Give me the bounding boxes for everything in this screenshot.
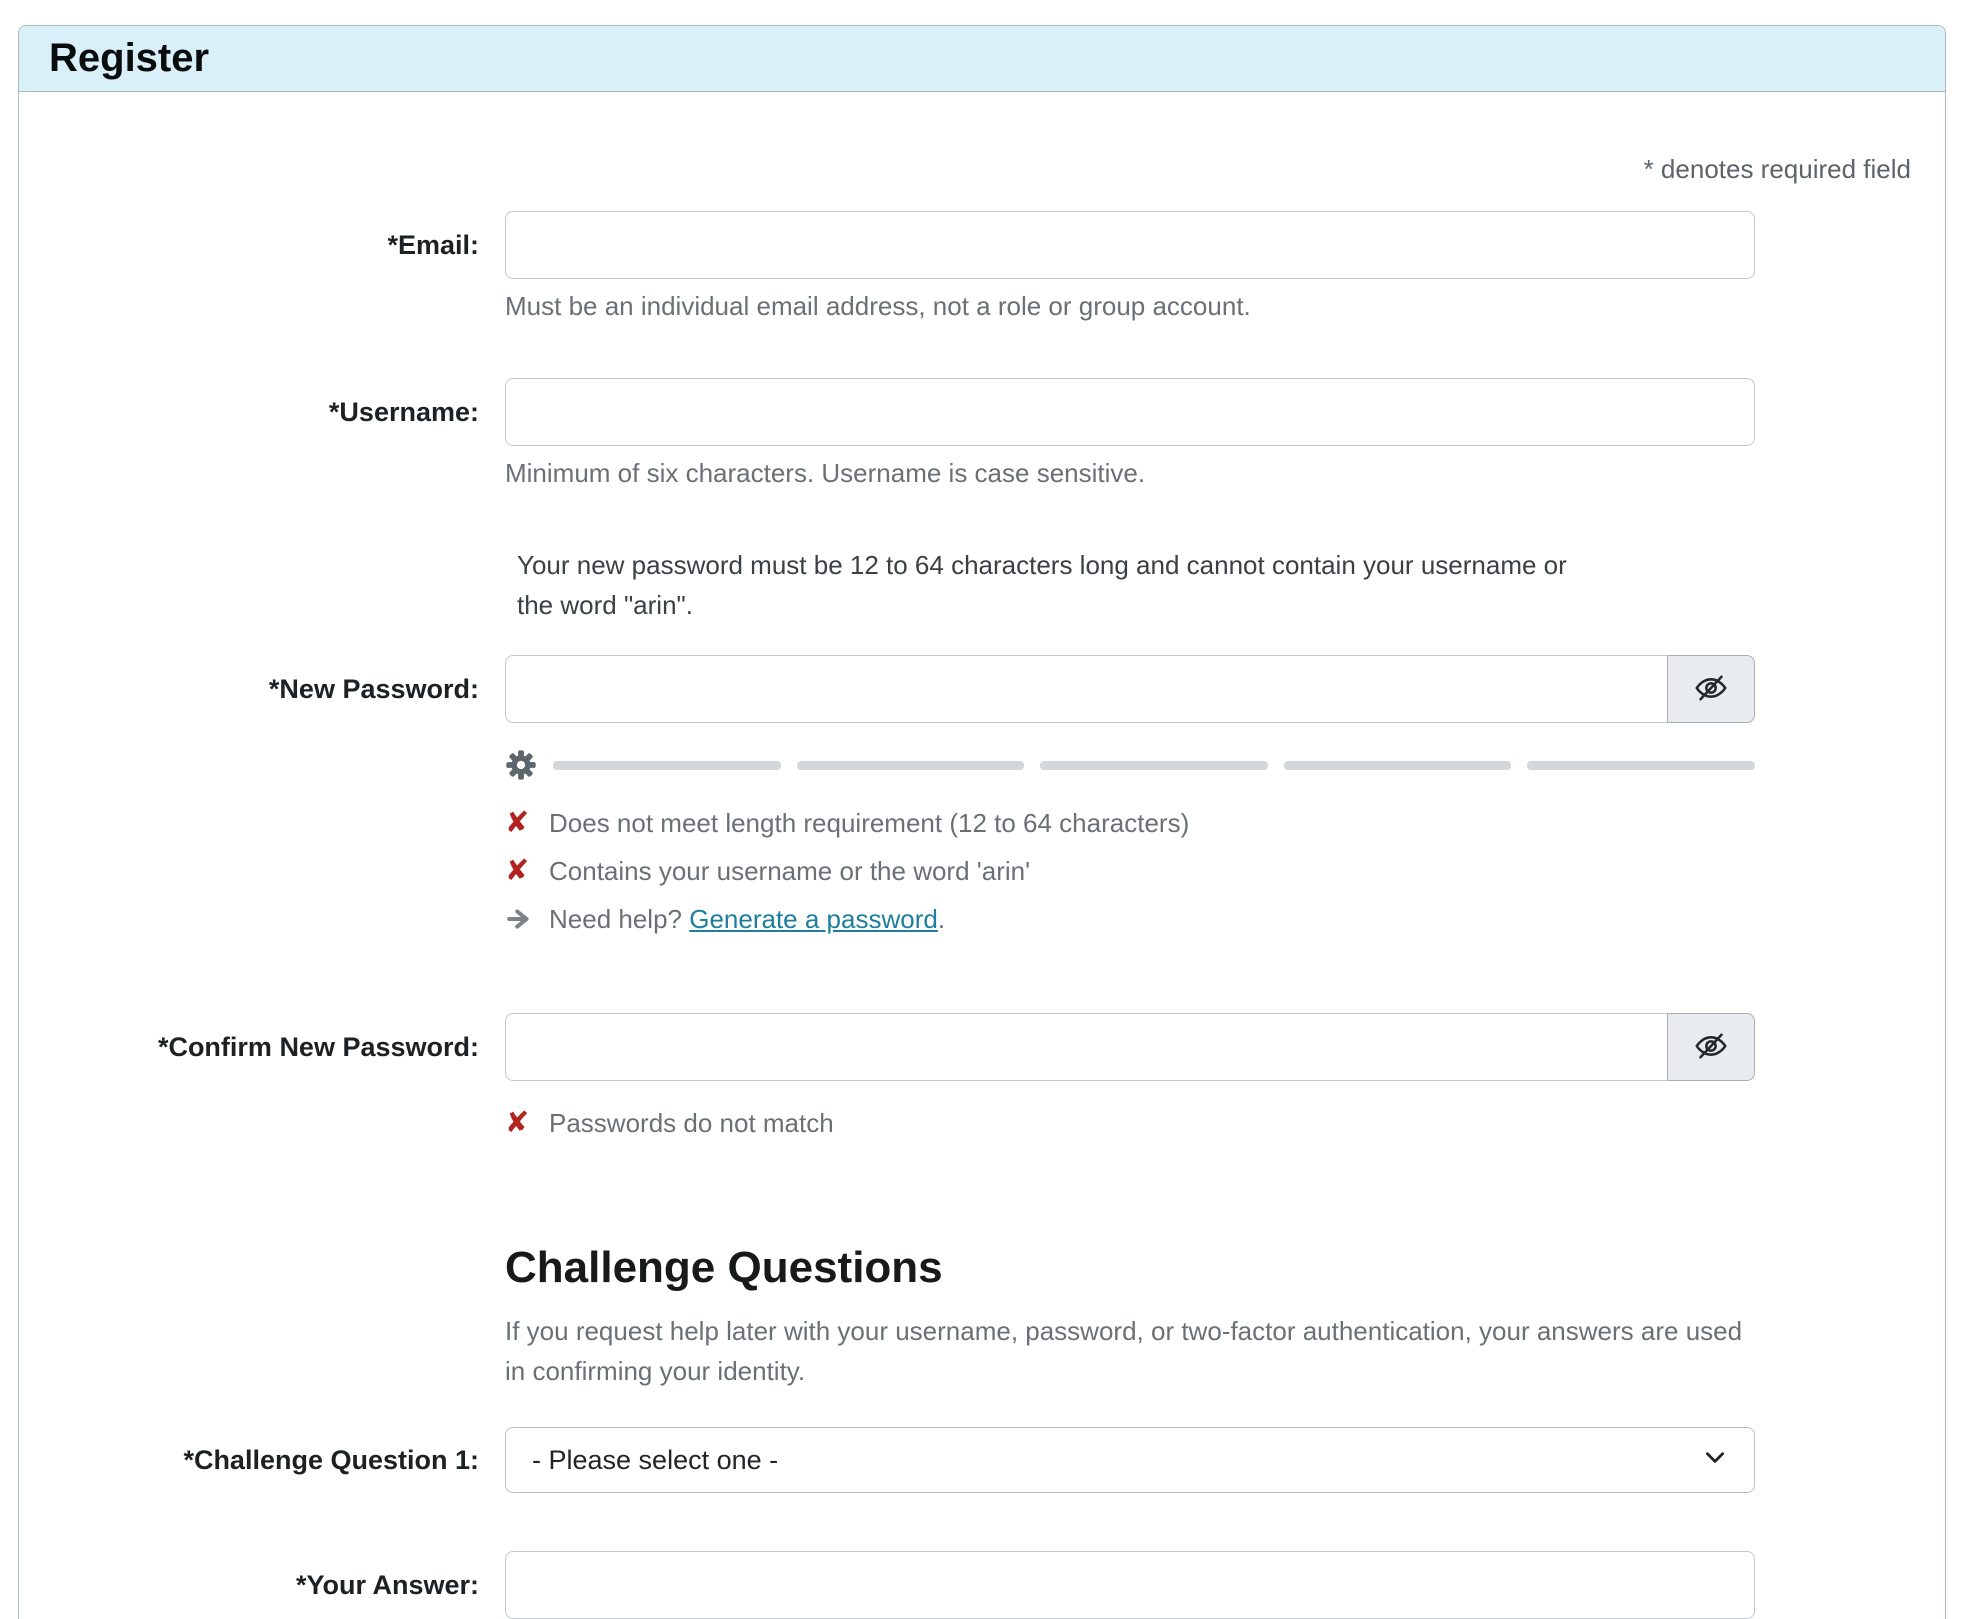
username-input[interactable] — [505, 378, 1755, 446]
x-icon: ✘ — [505, 1106, 530, 1139]
help-prefix: Need help? — [549, 903, 690, 934]
new-password-label: *New Password: — [268, 673, 479, 704]
challenge-question-1-select[interactable] — [505, 1427, 1755, 1493]
register-panel — [18, 25, 1946, 1619]
challenge-question-1-row — [19, 1427, 1945, 1493]
arrow-right-icon — [505, 905, 549, 933]
challenge-question-1-label: *Challenge Question 1: — [183, 1444, 479, 1475]
email-row — [19, 211, 1945, 279]
password-requirements-line2: the word "arin". — [517, 590, 693, 620]
challenge-description-line2: in confirming your identity. — [505, 1356, 806, 1386]
strength-segment — [1040, 761, 1268, 770]
password-validation-list — [19, 799, 1945, 943]
email-input[interactable] — [505, 211, 1755, 279]
confirm-password-error — [505, 1099, 1945, 1147]
eye-slash-icon — [1693, 1028, 1729, 1067]
challenge-description-line1: If you request help later with your username, password, or two-factor authentication, your answers are used — [505, 1316, 1743, 1346]
x-icon: ✘ — [505, 854, 530, 887]
confirm-password-visibility-button[interactable] — [1667, 1013, 1755, 1081]
password-error-contains-text: Contains your username or the word 'arin' — [549, 855, 1031, 886]
chevron-down-icon — [1702, 1444, 1728, 1477]
username-row — [19, 378, 1945, 446]
email-hint: Must be an individual email address, not a role or group account. — [505, 291, 1251, 321]
confirm-password-validation-list — [19, 1099, 1945, 1147]
x-icon: ✘ — [505, 806, 530, 839]
confirm-password-input[interactable] — [505, 1013, 1668, 1081]
password-requirements-line1: Your new password must be 12 to 64 characters long and cannot contain your username or — [517, 550, 1567, 580]
password-error-length — [505, 799, 1945, 847]
strength-segment — [1527, 761, 1755, 770]
generate-password-link[interactable]: Generate a password — [689, 903, 938, 934]
strength-segment — [553, 761, 781, 770]
password-error-length-text: Does not meet length requirement (12 to 64 characters) — [549, 807, 1190, 838]
your-answer-row — [19, 1551, 1945, 1619]
challenge-questions-heading: Challenge Questions — [505, 1243, 943, 1292]
username-label: *Username: — [328, 396, 479, 427]
confirm-password-label: *Confirm New Password: — [157, 1031, 479, 1062]
new-password-visibility-button[interactable] — [1667, 655, 1755, 723]
challenge-question-1-selected-option: - Please select one - — [532, 1444, 779, 1475]
your-answer-input[interactable] — [505, 1551, 1755, 1619]
password-strength-meter — [505, 749, 1755, 781]
password-help-row — [505, 895, 1945, 943]
new-password-row — [19, 655, 1945, 723]
new-password-input[interactable] — [505, 655, 1668, 723]
strength-segment — [1284, 761, 1512, 770]
eye-slash-icon — [1693, 670, 1729, 709]
register-form — [19, 92, 1945, 1619]
strength-segment — [797, 761, 1025, 770]
page-title: Register — [49, 36, 210, 80]
challenge-questions-description — [505, 1311, 1925, 1391]
required-field-note: * denotes required field — [1643, 154, 1911, 184]
confirm-password-row — [19, 1013, 1945, 1081]
panel-header — [19, 26, 1945, 92]
help-suffix: . — [937, 903, 946, 934]
username-hint: Minimum of six characters. Username is case sensitive. — [505, 458, 1146, 488]
email-label: *Email: — [387, 229, 479, 260]
your-answer-label: *Your Answer: — [295, 1569, 479, 1600]
password-requirements-note — [517, 545, 1945, 625]
password-error-contains — [505, 847, 1945, 895]
confirm-password-error-text: Passwords do not match — [549, 1107, 834, 1138]
gear-icon — [505, 749, 537, 781]
